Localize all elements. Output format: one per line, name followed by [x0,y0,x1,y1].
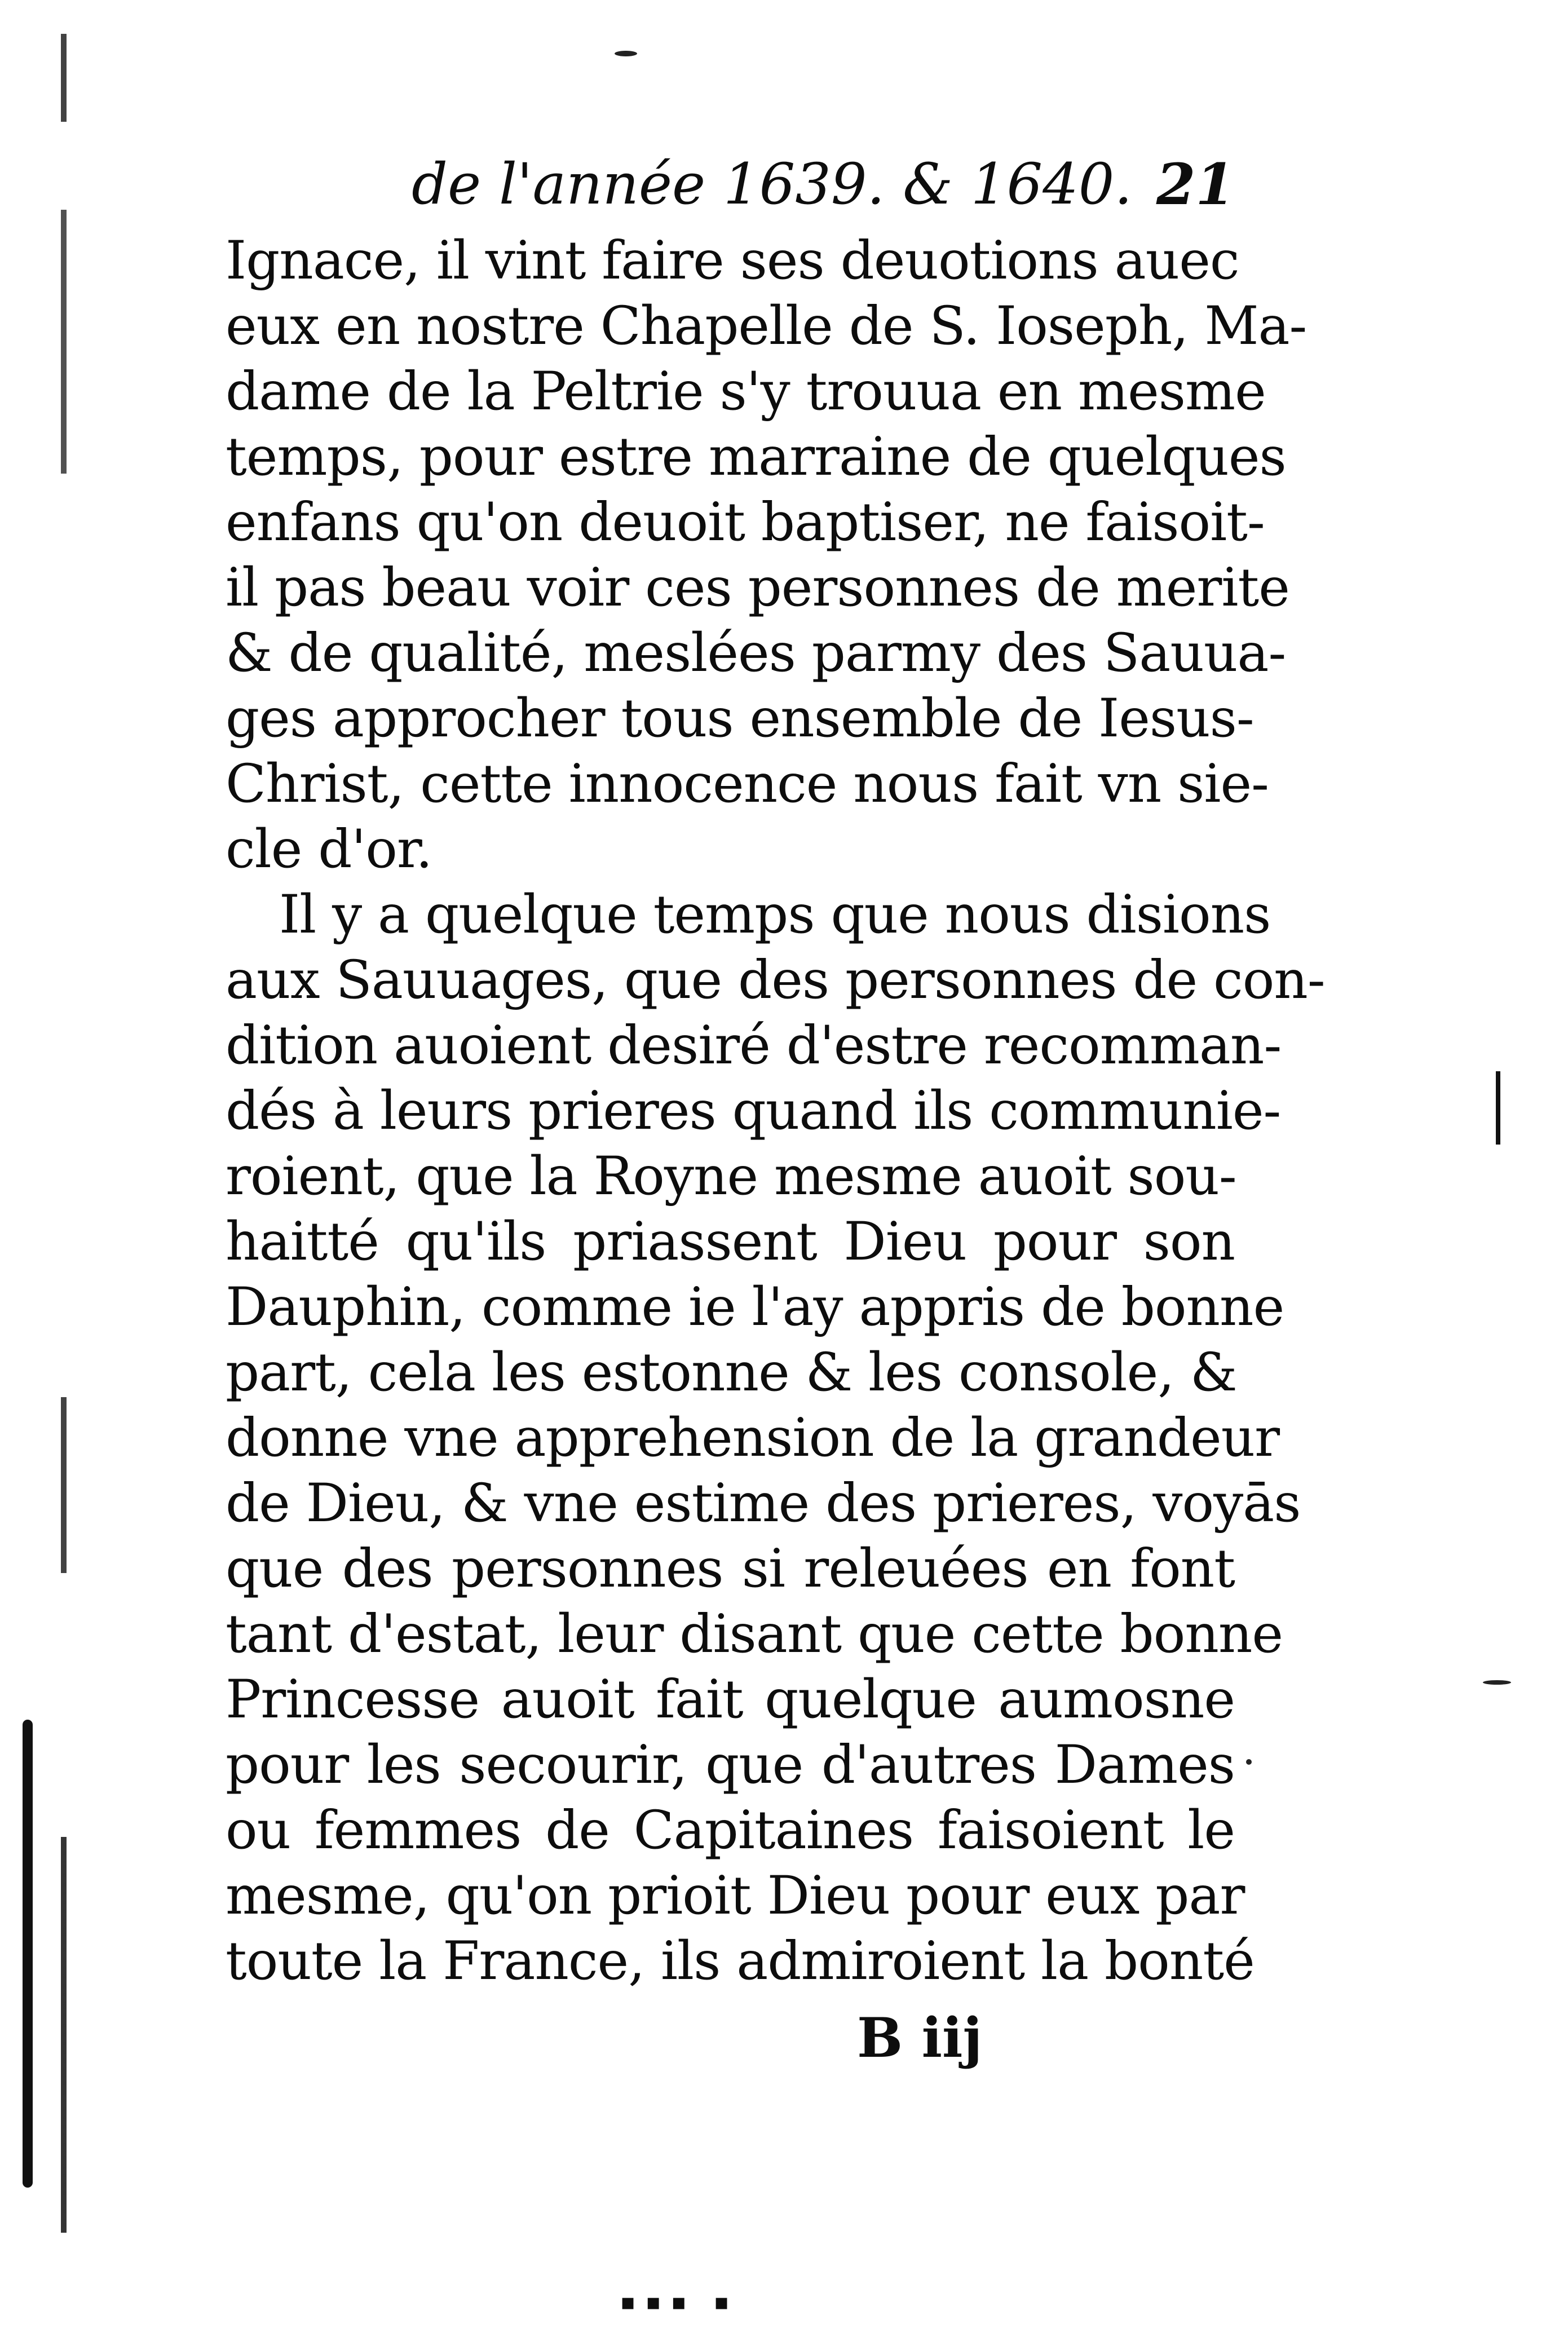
text-line: cle d'or. [226,819,432,880]
text-line: de Dieu, & vne estime des prieres, voyās [226,1473,1301,1534]
text-line: & de qualité, meslées parmy des Sauua- [226,622,1286,684]
text-line: haitté qu'ils priassent Dieu pour son [226,1211,1235,1273]
text-line: Christ, cette innocence nous fait vn sie- [226,753,1269,815]
text-line: tant d'estat, leur disant que cette bonne [226,1603,1283,1665]
text-line: dition auoient desiré d'estre recomman- [226,1015,1282,1076]
text-line: dés à leurs prieres quand ils communie- [226,1080,1281,1142]
text-line: part, cela les estonne & les console, & [226,1342,1237,1403]
running-title: de l'année 1639. & 1640. [412,151,1133,217]
scan-speck [1483,1680,1511,1685]
text-line: ges approcher tous ensemble de Iesus- [226,688,1254,749]
text-line: temps, pour estre marraine de quelques [226,426,1286,488]
bottom-marks: ▪▪▪ ▪ [620,2289,740,2315]
text-line: enfans qu'on deuoit baptiser, ne faisoit- [226,492,1265,553]
text-line: roient, que la Royne mesme auoit sou- [226,1146,1236,1207]
scan-edge-left-lower [23,1720,33,2188]
text-line: dame de la Peltrie s'y trouua en mesme [226,361,1266,422]
paragraph-first-line: Il y a quelque temps que nous disions [279,884,1271,946]
scan-edge-right [1496,1071,1500,1145]
body-text [226,228,1325,1994]
text-line: Dauphin, comme ie l'ay appris de bonne [226,1276,1284,1338]
text-line: il pas beau voir ces personnes de merite [226,557,1289,619]
signature-mark: B iij [857,2006,983,2070]
text-line: que des personnes si releuées en font [226,1538,1235,1600]
text-line: aux Sauuages, que des personnes de con- [226,949,1325,1011]
text-line: toute la France, ils admiroient la bonté [226,1931,1255,1992]
text-line: eux en nostre Chapelle de S. Ioseph, Ma- [226,295,1307,357]
scan-speck [615,51,637,56]
page-number: 21 [1156,151,1235,218]
scan-edge-left [61,34,67,2233]
text-line: donne vne apprehension de la grandeur [226,1407,1280,1469]
scan-speck [1246,1759,1252,1765]
running-header [412,148,1235,221]
text-line: Princesse auoit fait quelque aumosne [226,1669,1235,1730]
text-line: Ignace, il vint faire ses deuotions auec [226,230,1239,291]
text-line: ou femmes de Capitaines faisoient le [226,1800,1235,1861]
text-line: mesme, qu'on prioit Dieu pour eux par [226,1865,1245,1927]
text-line: pour les secourir, que d'autres Dames [226,1734,1235,1796]
